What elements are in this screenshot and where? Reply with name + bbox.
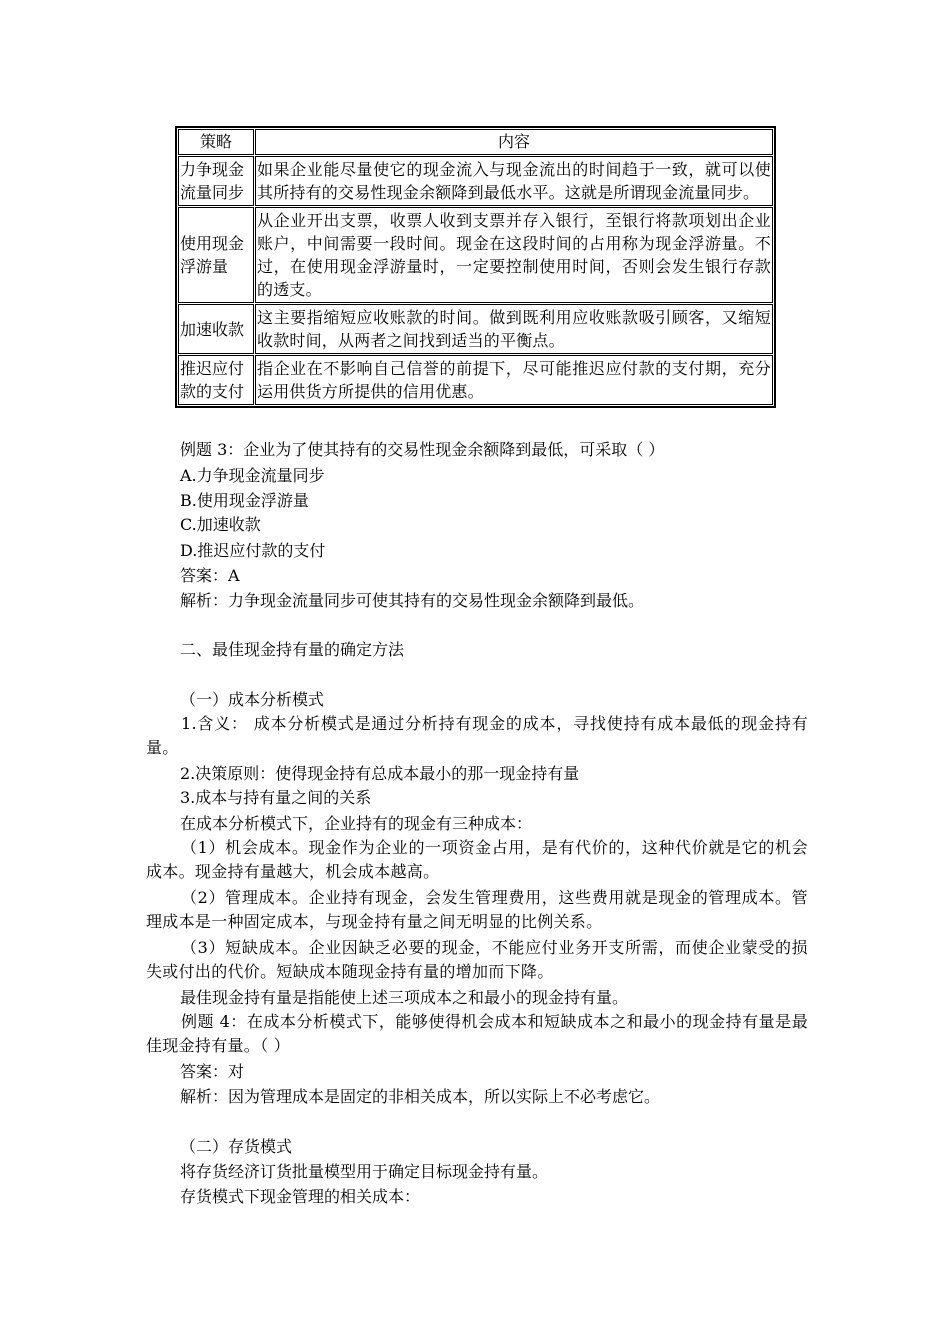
strategy-table bbox=[175, 126, 776, 408]
example3-option-d: D.推迟应付款的支付 bbox=[180, 541, 326, 560]
table-cell-strategy: 加速收款 bbox=[178, 304, 254, 354]
section2-heading: 二、最佳现金持有量的确定方法 bbox=[180, 640, 405, 659]
table-row bbox=[178, 304, 773, 354]
table-cell-content: 从企业开出支票，收票人收到支票并存入银行，至银行将款项划出企业账户，中间需要一段时间。现金在这段时间的占用称为现金浮游量。不过，在使用现金浮游量时，一定要控制使用时间，否则会发生银行存款的透支。 bbox=[255, 207, 773, 303]
example4-analysis: 解析：因为管理成本是固定的非相关成本，所以实际上不必考虑它。 bbox=[180, 1087, 661, 1106]
table-cell-strategy: 使用现金浮游量 bbox=[178, 207, 254, 303]
sub1-relation-heading: 3.成本与持有量之间的关系 bbox=[180, 788, 372, 807]
table-cell-content: 如果企业能尽量使它的现金流入与现金流出的时间趋于一致，就可以使其所持有的交易性现金余额降到最低水平。这就是所谓现金流量同步。 bbox=[255, 156, 773, 206]
example4-answer: 答案：对 bbox=[180, 1062, 245, 1081]
subsection1-heading: （一）成本分析模式 bbox=[180, 690, 325, 709]
table-row bbox=[178, 156, 773, 206]
table-cell-content: 这主要指缩短应收账款的时间。做到既利用应收账款吸引顾客，又缩短收款时间，从两者之间找到适当的平衡点。 bbox=[255, 304, 773, 354]
sub2-description: 将存货经济订货批量模型用于确定目标现金持有量。 bbox=[180, 1162, 549, 1181]
subsection2-heading: （二）存货模式 bbox=[180, 1137, 293, 1156]
example3-analysis: 解析：力争现金流量同步可使其持有的交易性现金余额降到最低。 bbox=[180, 591, 645, 610]
table-row bbox=[178, 207, 773, 303]
example3-question: 例题 3：企业为了使其持有的交易性现金余额降到最低，可采取（ ） bbox=[180, 440, 665, 459]
example3-option-a: A.力争现金流量同步 bbox=[180, 466, 325, 485]
table-cell-strategy: 推迟应付款的支付 bbox=[178, 355, 254, 405]
sub1-decision-rule: 2.决策原则：使得现金持有总成本最小的那一现金持有量 bbox=[180, 764, 580, 783]
example3-option-b: B.使用现金浮游量 bbox=[180, 491, 309, 510]
sub1-costs-intro: 在成本分析模式下，企业持有的现金有三种成本： bbox=[180, 814, 533, 833]
table-cell-strategy: 力争现金流量同步 bbox=[178, 156, 254, 206]
example3-answer: 答案：A bbox=[180, 566, 240, 585]
sub1-definition: 1.含义： 成本分析模式是通过分析持有现金的成本，寻找使持有成本最低的现金持有量。 bbox=[146, 714, 808, 757]
table-header-strategy: 策略 bbox=[178, 129, 254, 155]
table-header-row bbox=[178, 129, 773, 155]
sub1-management-cost: （2）管理成本。企业持有现金，会发生管理费用，这些费用就是现金的管理成本。管理成本是一种固定成本，与现金持有量之间无明显的比例关系。 bbox=[146, 888, 808, 931]
sub1-shortage-cost: （3）短缺成本。企业因缺乏必要的现金，不能应付业务开支所需，而使企业蒙受的损失或付出的代价。短缺成本随现金持有量的增加而下降。 bbox=[146, 938, 808, 981]
sub2-related-costs: 存货模式下现金管理的相关成本： bbox=[180, 1187, 421, 1206]
sub1-optimal-definition: 最佳现金持有量是指能使上述三项成本之和最小的现金持有量。 bbox=[180, 988, 629, 1007]
example4-question: 例题 4：在成本分析模式下，能够使得机会成本和短缺成本之和最小的现金持有量是最佳现金持有量。（ ） bbox=[146, 1012, 808, 1055]
table-header-content: 内容 bbox=[255, 129, 773, 155]
table-row bbox=[178, 355, 773, 405]
example3-option-c: C.加速收款 bbox=[180, 515, 261, 534]
sub1-opportunity-cost: （1）机会成本。现金作为企业的一项资金占用，是有代价的，这种代价就是它的机会成本。现金持有量越大，机会成本越高。 bbox=[146, 838, 808, 881]
table-cell-content: 指企业在不影响自己信誉的前提下，尽可能推迟应付款的支付期，充分运用供货方所提供的信用优惠。 bbox=[255, 355, 773, 405]
